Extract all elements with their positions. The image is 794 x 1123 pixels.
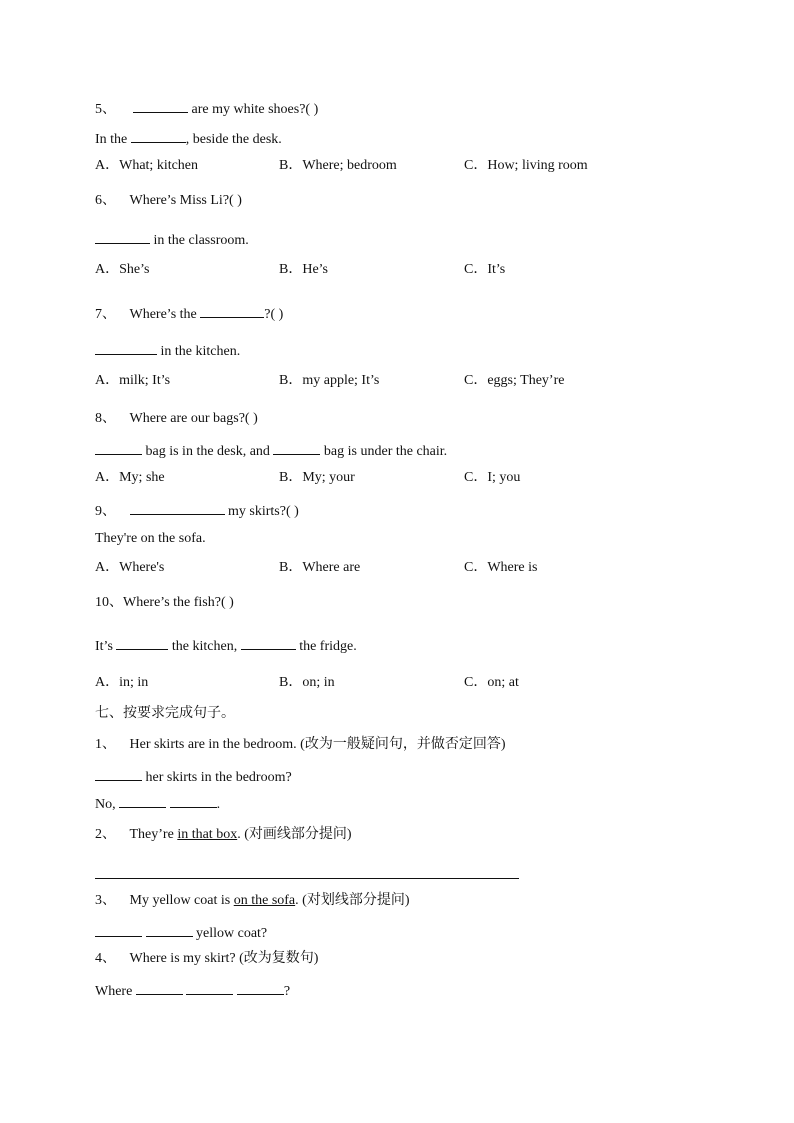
question-10 — [95, 594, 234, 612]
context-text: No, — [95, 797, 120, 812]
question-text: Where’s the fish?( ) — [123, 595, 234, 610]
underlined-phrase: in that box — [177, 827, 238, 842]
answer-blank[interactable] — [186, 980, 233, 995]
context-text: yellow coat? — [192, 926, 268, 941]
sentence-text: . (对划线部分提问) — [295, 893, 410, 908]
context-text: her skirts in the bedroom? — [142, 770, 292, 785]
question-number: 9、 — [95, 504, 116, 519]
context-text: bag is in the desk, and — [142, 444, 274, 459]
option-c[interactable]: C．Where is — [464, 560, 538, 575]
section-heading: 七、按要求完成句子。 — [95, 706, 235, 721]
option-c[interactable]: C．It’s — [464, 262, 506, 277]
question-text: Where’s Miss Li?( ) — [129, 193, 242, 208]
question-text: my skirts?( ) — [224, 504, 299, 519]
sentence-text: My yellow coat is — [129, 893, 234, 908]
answer-line[interactable] — [95, 878, 519, 879]
sentence-1 — [95, 736, 506, 754]
answer-blank[interactable] — [95, 440, 142, 455]
question-5 — [95, 98, 318, 119]
answer-blank[interactable] — [130, 500, 225, 515]
question-number: 10、 — [95, 595, 123, 610]
answer-blank[interactable] — [119, 793, 166, 808]
option-b[interactable]: B．Where; bedroom — [279, 158, 397, 173]
question-number: 7、 — [95, 307, 116, 322]
question-9-context: They're on the sofa. — [95, 531, 206, 546]
question-8 — [95, 410, 258, 428]
question-text: are my white shoes?( ) — [188, 102, 319, 117]
option-c[interactable]: C．How; living room — [464, 158, 588, 173]
answer-blank[interactable] — [136, 980, 183, 995]
option-c[interactable]: C．on; at — [464, 675, 519, 690]
question-text: Where are our bags?( ) — [129, 411, 258, 426]
sentence-2 — [95, 826, 352, 844]
underlined-phrase: on the sofa — [233, 893, 296, 908]
answer-blank[interactable] — [95, 340, 157, 355]
answer-blank[interactable] — [116, 635, 168, 650]
sentence-text: They’re — [129, 827, 178, 842]
question-text: ?( ) — [264, 307, 284, 322]
context-text: It’s — [95, 639, 117, 654]
answer-blank[interactable] — [95, 922, 142, 937]
option-b[interactable]: B．My; your — [279, 470, 355, 485]
sentence-1-line3 — [95, 793, 220, 814]
sentence-text: Where is my skirt? (改为复数句) — [129, 951, 319, 966]
option-b[interactable]: B．on; in — [279, 675, 335, 690]
period: . — [216, 797, 221, 812]
context-text: , beside the desk. — [185, 132, 282, 147]
question-6 — [95, 192, 242, 210]
answer-blank[interactable] — [131, 128, 186, 143]
answer-blank[interactable] — [273, 440, 320, 455]
question-10-context — [95, 635, 357, 656]
option-a[interactable]: A．My; she — [95, 470, 165, 485]
sentence-number: 1、 — [95, 737, 116, 752]
sentence-number: 4、 — [95, 951, 116, 966]
sentence-text: Her skirts are in the bedroom. (改为一般疑问句，并做否定回答) — [129, 737, 506, 752]
option-a[interactable]: A．She’s — [95, 262, 150, 277]
question-8-context — [95, 440, 447, 461]
question-mark: ? — [283, 984, 291, 999]
answer-blank[interactable] — [133, 98, 188, 113]
answer-blank[interactable] — [170, 793, 217, 808]
sentence-3 — [95, 892, 409, 910]
context-text: bag is under the chair. — [320, 444, 448, 459]
question-7-context — [95, 340, 240, 361]
answer-blank[interactable] — [241, 635, 296, 650]
context-text: in the kitchen. — [157, 344, 241, 359]
sentence-4-line2 — [95, 980, 290, 1001]
answer-blank[interactable] — [200, 303, 264, 318]
context-text: in the classroom. — [150, 233, 249, 248]
sentence-number: 3、 — [95, 893, 116, 908]
question-6-context — [95, 229, 249, 250]
context-text: the kitchen, — [168, 639, 241, 654]
option-c[interactable]: C．eggs; They’re — [464, 373, 565, 388]
option-a[interactable]: A．in; in — [95, 675, 149, 690]
answer-blank[interactable] — [95, 229, 150, 244]
sentence-4 — [95, 950, 318, 968]
sentence-text: . (对画线部分提问) — [237, 827, 352, 842]
option-b[interactable]: B．He’s — [279, 262, 328, 277]
question-number: 8、 — [95, 411, 116, 426]
context-text: Where — [95, 984, 136, 999]
question-5-context — [95, 128, 282, 149]
answer-blank[interactable] — [237, 980, 284, 995]
context-text: the fridge. — [295, 639, 357, 654]
question-7 — [95, 303, 283, 324]
option-b[interactable]: B．my apple; It’s — [279, 373, 380, 388]
sentence-number: 2、 — [95, 827, 116, 842]
option-c[interactable]: C．I; you — [464, 470, 521, 485]
question-text: Where’s the — [129, 307, 201, 322]
option-a[interactable]: A．Where's — [95, 560, 165, 575]
option-a[interactable]: A．What; kitchen — [95, 158, 199, 173]
option-b[interactable]: B．Where are — [279, 560, 361, 575]
question-9 — [95, 500, 299, 521]
answer-blank[interactable] — [146, 922, 193, 937]
option-a[interactable]: A．milk; It’s — [95, 373, 171, 388]
sentence-3-line2 — [95, 922, 267, 943]
question-number: 5、 — [95, 102, 116, 117]
question-number: 6、 — [95, 193, 116, 208]
answer-blank[interactable] — [95, 766, 142, 781]
context-text: In the — [95, 132, 131, 147]
sentence-1-line2 — [95, 766, 292, 787]
